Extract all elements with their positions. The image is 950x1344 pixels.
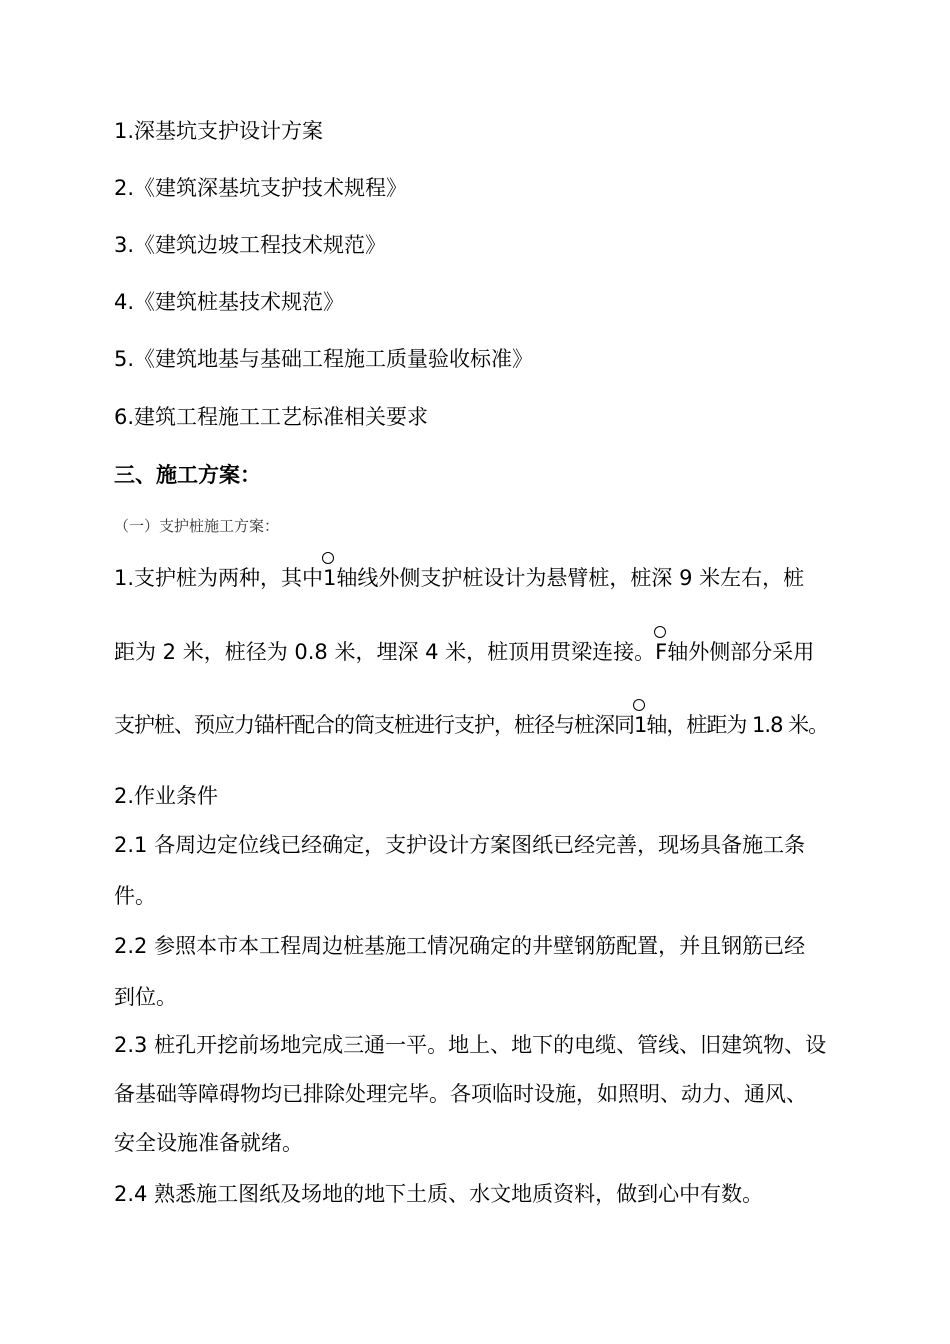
text-run: 支护桩、预应力锚杆配合的筒支桩进行支护，桩径与桩深同 [114,713,634,737]
work-conditions-title: 2.作业条件 [114,784,219,808]
condition-2-2-line-1: 2.2 参照本市本工程周边桩基施工情况确定的井壁钢筋配置，并且钢筋已经 [114,934,806,958]
text-run: 轴，桩距为 1.8 米。 [646,713,829,737]
text-run: 轴线外侧支护桩设计为悬臂桩，桩深 9 米左右，桩 [336,566,805,590]
condition-2-1-line-1: 2.1 各周边定位线已经确定，支护设计方案图纸已经完善，现场具备施工条 [114,833,806,857]
reference-item-2: 2.《建筑深基坑支护技术规程》 [114,176,408,200]
condition-2-2-line-2: 到位。 [114,985,177,1009]
paragraph-line-2 [114,638,814,666]
axis-marker: 1 [323,564,336,592]
axis-circle-icon [322,552,334,564]
axis-marker: F [655,638,667,666]
reference-item-5: 5.《建筑地基与基础工程施工质量验收标准》 [114,347,534,371]
text-run: 距为 2 米，桩径为 0.8 米，埋深 4 米，桩顶用贯梁连接。 [114,640,656,664]
section-heading: 三、施工方案： [114,463,261,487]
paragraph-line-3 [114,711,828,739]
condition-2-4-line-1: 2.4 熟悉施工图纸及场地的地下土质、水文地质资料，做到心中有数。 [114,1182,764,1206]
axis-circle-icon [633,699,645,711]
text-run: 轴外侧部分采用 [667,640,815,664]
text-run: 1.支护桩为两种，其中 [114,566,324,590]
axis-marker: 1 [634,711,646,739]
axis-circle-icon [654,626,666,638]
reference-item-3: 3.《建筑边坡工程技术规范》 [114,233,387,257]
condition-2-3-line-2: 备基础等障碍物均已排除处理完毕。各项临时设施，如照明、动力、通风、 [114,1082,807,1106]
subsection-heading: （一）支护桩施工方案： [114,517,280,535]
reference-item-6: 6.建筑工程施工工艺标准相关要求 [114,405,429,429]
condition-2-1-line-2: 件。 [114,884,156,908]
paragraph-line-1 [114,564,804,592]
condition-2-3-line-3: 安全设施准备就绪。 [114,1131,303,1155]
reference-item-1: 1.深基坑支护设计方案 [114,119,324,143]
condition-2-3-line-1: 2.3 桩孔开挖前场地完成三通一平。地上、地下的电缆、管线、旧建筑物、设 [114,1033,827,1057]
reference-item-4: 4.《建筑桩基技术规范》 [114,290,345,314]
